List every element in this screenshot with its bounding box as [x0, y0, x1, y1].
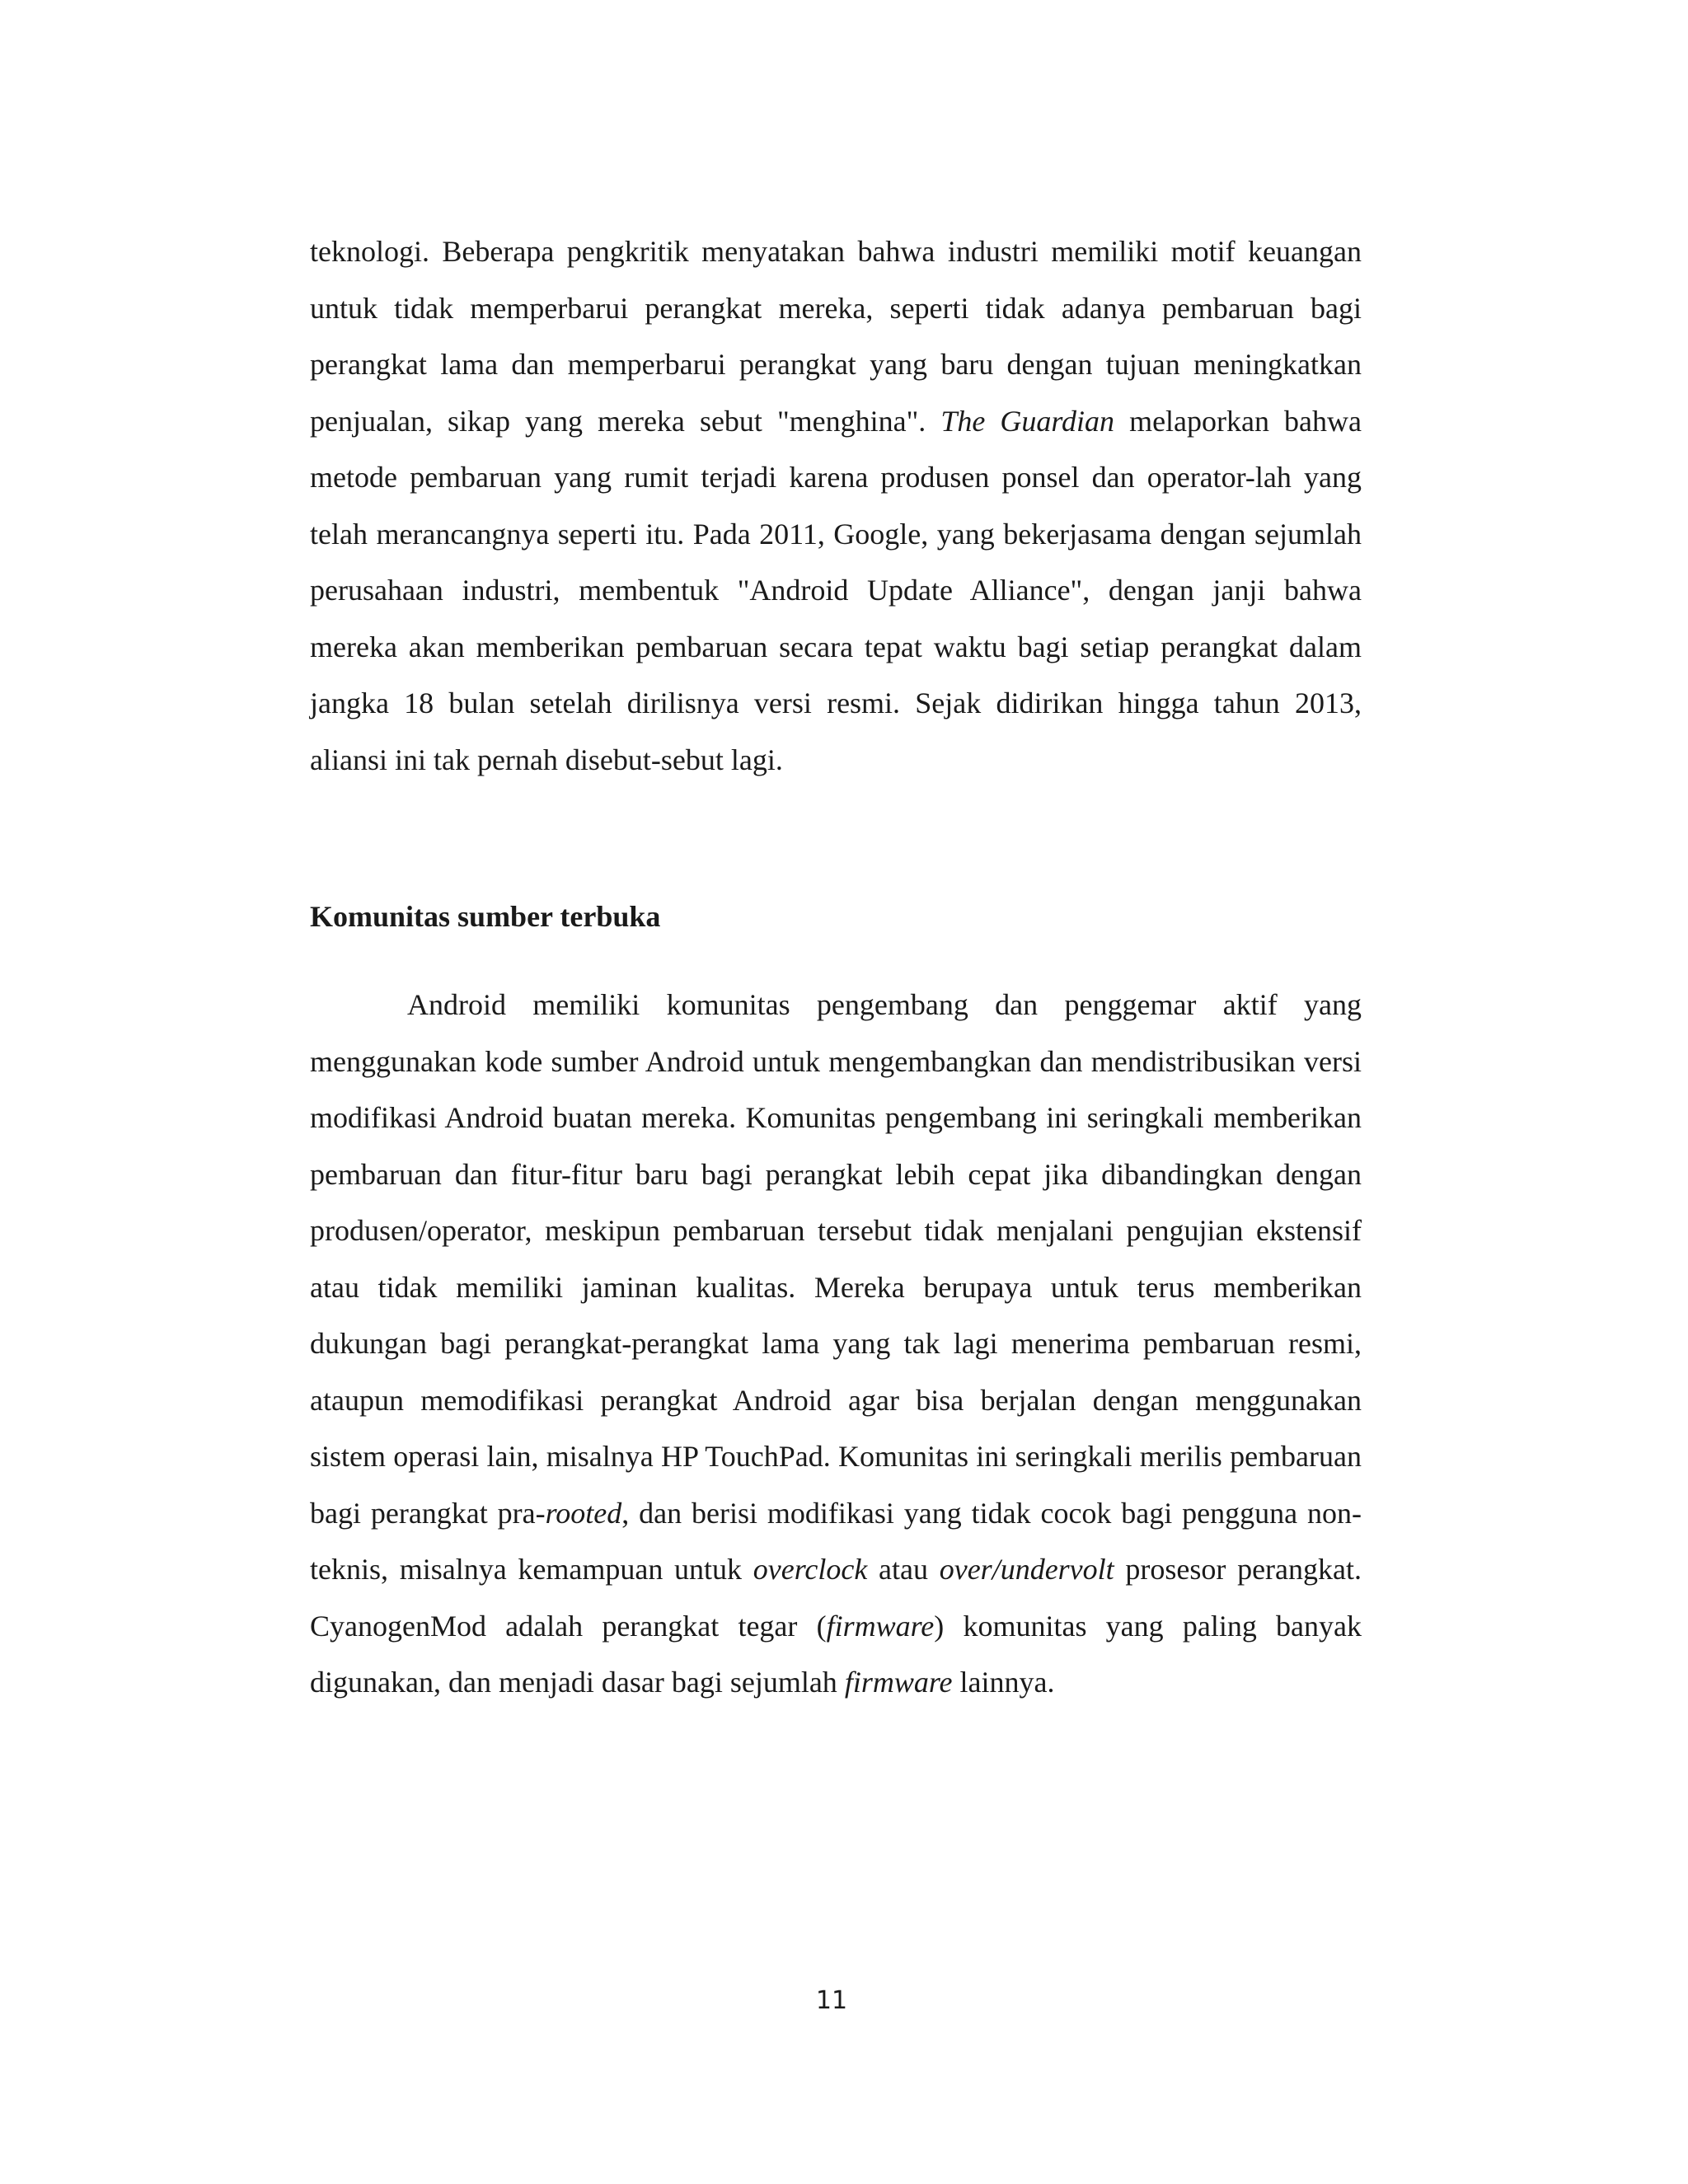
text-run: teknologi. Beberapa pengkritik menyatakan bahwa industri memiliki motif keuangan untuk tidak memperbarui perangkat mereka, seperti tidak adanya pembaruan bagi perangkat lama dan memperbarui perangkat yang baru dengan tujuan meningkatkan penjualan, sikap yang mereka sebut "menghina". [310, 235, 1362, 438]
section-heading: Komunitas sumber terbuka [310, 900, 661, 933]
italic-run: overclock [753, 1553, 868, 1586]
text-run: prosesor perangkat. CyanogenMod adalah perangkat tegar ( [310, 1553, 1362, 1643]
body-paragraph-1 [310, 223, 1362, 788]
italic-run: firmware [844, 1666, 953, 1699]
body-paragraph-2 [310, 977, 1362, 1711]
text-run: melaporkan bahwa metode pembaruan yang rumit terjadi karena produsen ponsel dan operator-lah yang telah merancangnya seperti itu. Pada 2011, Google, yang bekerjasama dengan sejumlah perusahaan industri, membentuk "Android Update Alliance", dengan janji bahwa mereka akan memberikan pembaruan secara tepat waktu bagi setiap perangkat dalam jangka 18 bulan setelah dirilisnya versi resmi. Sejak didirikan hingga tahun 2013, aliansi ini tak pernah disebut-sebut lagi. [310, 404, 1362, 776]
text-run: lainnya. [952, 1666, 1055, 1699]
italic-run: The Guardian [940, 404, 1115, 438]
italic-run: firmware [826, 1609, 935, 1643]
text-run: Android memiliki komunitas pengembang dan penggemar aktif yang menggunakan kode sumber Android untuk mengembangkan dan mendistribusikan versi modifikasi Android buatan mereka. Komunitas pengembang ini seringkali memberikan pembaruan dan fitur-fitur baru bagi perangkat lebih cepat jika dibandingkan dengan produsen/operator, meskipun pembaruan tersebut tidak menjalani pengujian ekstensif atau tidak memiliki jaminan kualitas. Mereka berupaya untuk terus memberikan dukungan bagi perangkat-perangkat lama yang tak lagi menerima pembaruan resmi, ataupun memodifikasi perangkat Android agar bisa berjalan dengan menggunakan sistem operasi lain, misalnya HP TouchPad. Komunitas ini seringkali merilis pembaruan bagi perangkat pra- [310, 988, 1362, 1530]
italic-run: rooted [545, 1496, 622, 1530]
text-run: ) komunitas yang paling banyak digunakan, dan menjadi dasar bagi sejumlah [310, 1609, 1362, 1699]
text-run: atau [867, 1553, 940, 1586]
text-run: , dan berisi modifikasi yang tidak cocok bagi pengguna non-teknis, misalnya kemampuan untuk [310, 1496, 1362, 1586]
italic-run: over/undervolt [939, 1553, 1114, 1586]
page-number: 11 [815, 1986, 848, 2015]
